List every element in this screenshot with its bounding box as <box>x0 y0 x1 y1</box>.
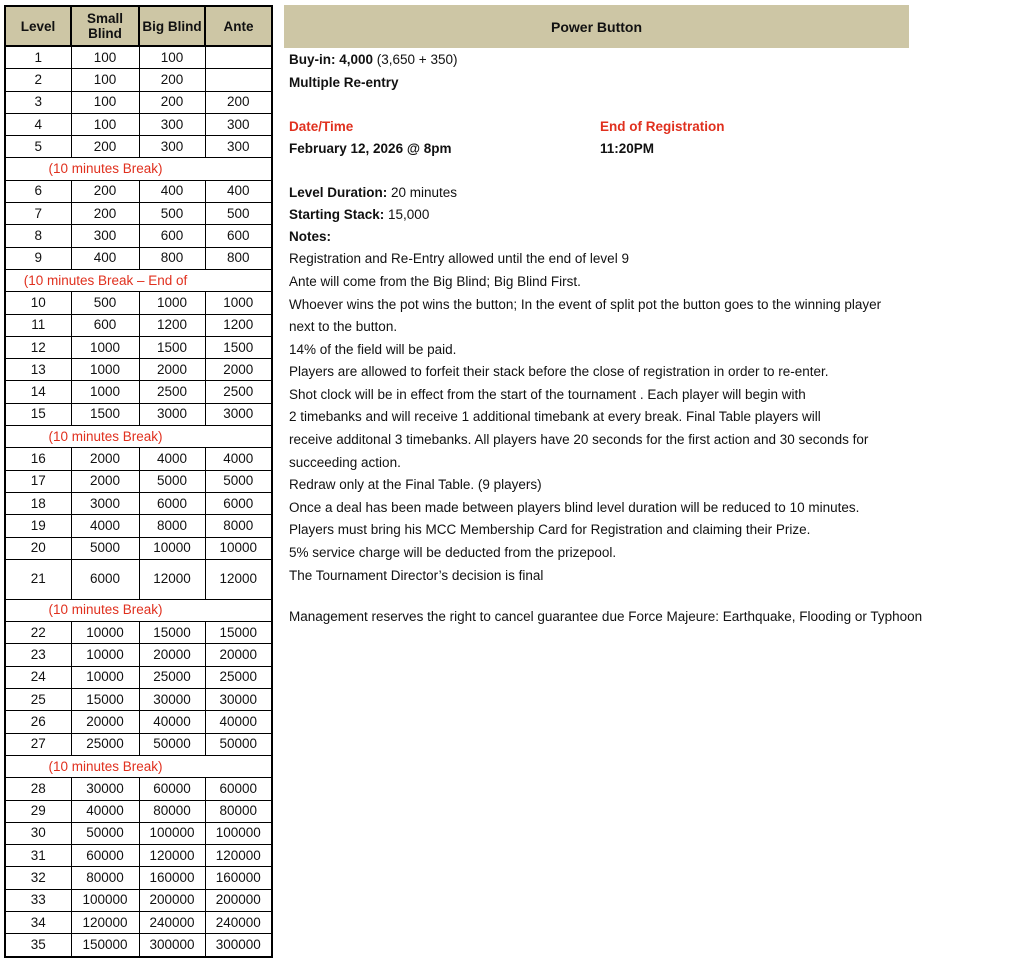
cell-small-blind: 150000 <box>71 934 139 957</box>
level-row <box>5 711 272 733</box>
cell-big-blind: 6000 <box>139 492 205 514</box>
level-row <box>5 203 272 225</box>
cell-ante <box>205 69 272 91</box>
cell-ante: 80000 <box>205 800 272 822</box>
cell-level: 18 <box>5 492 71 514</box>
table-header-row <box>5 6 272 46</box>
level-row <box>5 180 272 202</box>
level-row <box>5 292 272 314</box>
cell-small-blind: 100 <box>71 91 139 113</box>
cell-big-blind: 20000 <box>139 644 205 666</box>
header-big-blind: Big Blind <box>139 6 205 46</box>
break-row <box>5 426 272 448</box>
cell-big-blind: 3000 <box>139 403 205 425</box>
cell-ante: 20000 <box>205 644 272 666</box>
cell-small-blind: 15000 <box>71 689 139 711</box>
cell-big-blind: 300000 <box>139 934 205 957</box>
cell-big-blind: 100000 <box>139 822 205 844</box>
cell-level: 27 <box>5 733 71 755</box>
cell-small-blind: 1500 <box>71 403 139 425</box>
buyin-line <box>289 52 457 67</box>
level-row <box>5 666 272 688</box>
cell-small-blind: 20000 <box>71 711 139 733</box>
datetime-value <box>289 141 452 156</box>
tournament-info-panel <box>284 5 1020 624</box>
level-row <box>5 644 272 666</box>
cell-ante: 1500 <box>205 336 272 358</box>
note-line: Ante will come from the Big Blind; Big Blind First. <box>289 274 581 289</box>
cell-big-blind: 1000 <box>139 292 205 314</box>
note-line: Players are allowed to forfeit their stack before the close of registration in order to re-enter. <box>289 364 829 379</box>
cell-small-blind: 10000 <box>71 666 139 688</box>
cell-small-blind: 4000 <box>71 515 139 537</box>
level-row <box>5 800 272 822</box>
break-row <box>5 755 272 777</box>
note-line: 5% service charge will be deducted from the prizepool. <box>289 545 617 560</box>
cell-big-blind: 2000 <box>139 359 205 381</box>
cell-small-blind: 200 <box>71 203 139 225</box>
datetime-value-text: February 12, 2026 @ 8pm <box>289 141 452 156</box>
cell-level: 3 <box>5 91 71 113</box>
registration-value-text: 11:20PM <box>600 141 655 156</box>
cell-small-blind: 10000 <box>71 644 139 666</box>
cell-big-blind: 40000 <box>139 711 205 733</box>
cell-ante: 15000 <box>205 622 272 644</box>
cell-small-blind: 60000 <box>71 845 139 867</box>
level-row <box>5 889 272 911</box>
cell-big-blind: 5000 <box>139 470 205 492</box>
cell-ante: 3000 <box>205 403 272 425</box>
cell-big-blind: 160000 <box>139 867 205 889</box>
cell-ante: 200 <box>205 91 272 113</box>
break-row <box>5 269 272 291</box>
level-row <box>5 46 272 69</box>
registration-label: End of Registration <box>600 119 725 134</box>
cell-small-blind: 500 <box>71 292 139 314</box>
cell-level: 2 <box>5 69 71 91</box>
level-row <box>5 359 272 381</box>
cell-level: 29 <box>5 800 71 822</box>
cell-ante: 12000 <box>205 559 272 599</box>
cell-small-blind: 5000 <box>71 537 139 559</box>
cell-big-blind: 800 <box>139 247 205 269</box>
cell-small-blind: 50000 <box>71 822 139 844</box>
header-small-blind-line1: Small <box>86 11 124 26</box>
break-spacer <box>205 599 272 621</box>
cell-level: 11 <box>5 314 71 336</box>
cell-small-blind: 2000 <box>71 470 139 492</box>
cell-big-blind: 15000 <box>139 622 205 644</box>
cell-big-blind: 8000 <box>139 515 205 537</box>
level-row <box>5 911 272 933</box>
cell-big-blind: 10000 <box>139 537 205 559</box>
cell-level: 14 <box>5 381 71 403</box>
cell-level: 28 <box>5 778 71 800</box>
cell-level: 12 <box>5 336 71 358</box>
break-row <box>5 158 272 180</box>
break-spacer <box>205 755 272 777</box>
cell-level: 33 <box>5 889 71 911</box>
cell-big-blind: 120000 <box>139 845 205 867</box>
level-row <box>5 622 272 644</box>
break-spacer <box>205 426 272 448</box>
starting-stack-label: Starting Stack: <box>289 207 385 222</box>
cell-big-blind: 80000 <box>139 800 205 822</box>
level-duration-label: Level Duration: <box>289 185 388 200</box>
cell-level: 25 <box>5 689 71 711</box>
cell-big-blind: 200 <box>139 91 205 113</box>
cell-level: 30 <box>5 822 71 844</box>
level-row <box>5 822 272 844</box>
cell-ante: 200000 <box>205 889 272 911</box>
level-row <box>5 867 272 889</box>
level-row <box>5 448 272 470</box>
cell-small-blind: 100000 <box>71 889 139 911</box>
cell-level: 31 <box>5 845 71 867</box>
level-row <box>5 403 272 425</box>
cell-ante: 50000 <box>205 733 272 755</box>
reentry-line <box>289 75 399 90</box>
blind-table-body <box>5 46 272 957</box>
level-row <box>5 247 272 269</box>
cell-small-blind: 25000 <box>71 733 139 755</box>
cell-level: 20 <box>5 537 71 559</box>
cell-level: 9 <box>5 247 71 269</box>
cell-big-blind: 25000 <box>139 666 205 688</box>
starting-stack-value: 15,000 <box>384 207 430 222</box>
cell-small-blind: 30000 <box>71 778 139 800</box>
level-row <box>5 733 272 755</box>
cell-big-blind: 2500 <box>139 381 205 403</box>
cell-small-blind: 300 <box>71 225 139 247</box>
level-row <box>5 91 272 113</box>
cell-ante: 600 <box>205 225 272 247</box>
level-row <box>5 689 272 711</box>
level-row <box>5 559 272 599</box>
cell-level: 32 <box>5 867 71 889</box>
cell-ante: 240000 <box>205 911 272 933</box>
cell-level: 7 <box>5 203 71 225</box>
cell-level: 8 <box>5 225 71 247</box>
notes-label: Notes: <box>289 229 332 244</box>
level-row <box>5 113 272 135</box>
event-title: Power Button <box>284 5 909 48</box>
cell-small-blind: 200 <box>71 180 139 202</box>
reentry-text: Multiple Re-entry <box>289 75 399 90</box>
cell-ante: 10000 <box>205 537 272 559</box>
cell-ante: 4000 <box>205 448 272 470</box>
cell-big-blind: 100 <box>139 46 205 69</box>
note-line: 14% of the field will be paid. <box>289 342 457 357</box>
cell-level: 23 <box>5 644 71 666</box>
cell-ante: 120000 <box>205 845 272 867</box>
cell-small-blind: 200 <box>71 136 139 158</box>
cell-level: 4 <box>5 113 71 135</box>
note-line: Registration and Re-Entry allowed until the end of level 9 <box>289 251 629 266</box>
level-row <box>5 136 272 158</box>
cell-big-blind: 400 <box>139 180 205 202</box>
header-small-blind-line2: Blind <box>88 26 122 41</box>
cell-small-blind: 6000 <box>71 559 139 599</box>
note-line: Whoever wins the pot wins the button; In the event of split pot the button goes to the winning player <box>289 297 882 312</box>
level-row <box>5 492 272 514</box>
cell-small-blind: 120000 <box>71 911 139 933</box>
level-duration-value: 20 minutes <box>387 185 458 200</box>
cell-ante: 100000 <box>205 822 272 844</box>
level-row <box>5 69 272 91</box>
break-spacer <box>205 158 272 180</box>
cell-small-blind: 40000 <box>71 800 139 822</box>
cell-big-blind: 500 <box>139 203 205 225</box>
cell-big-blind: 12000 <box>139 559 205 599</box>
cell-big-blind: 1500 <box>139 336 205 358</box>
cell-big-blind: 600 <box>139 225 205 247</box>
management-note: Management reserves the right to cancel guarantee due Force Majeure: Earthquake, Flooding or Typhoon <box>289 609 923 624</box>
cell-ante: 400 <box>205 180 272 202</box>
cell-big-blind: 60000 <box>139 778 205 800</box>
level-row <box>5 778 272 800</box>
cell-big-blind: 200 <box>139 69 205 91</box>
level-row <box>5 515 272 537</box>
cell-ante: 1200 <box>205 314 272 336</box>
cell-level: 5 <box>5 136 71 158</box>
cell-small-blind: 1000 <box>71 336 139 358</box>
break-row <box>5 599 272 621</box>
cell-ante: 160000 <box>205 867 272 889</box>
cell-ante: 30000 <box>205 689 272 711</box>
cell-level: 21 <box>5 559 71 599</box>
header-small-blind <box>71 6 139 46</box>
cell-ante: 800 <box>205 247 272 269</box>
cell-big-blind: 4000 <box>139 448 205 470</box>
cell-ante: 60000 <box>205 778 272 800</box>
level-row <box>5 336 272 358</box>
cell-ante: 6000 <box>205 492 272 514</box>
cell-big-blind: 240000 <box>139 911 205 933</box>
registration-value <box>600 141 654 156</box>
cell-ante: 300000 <box>205 934 272 957</box>
cell-big-blind: 30000 <box>139 689 205 711</box>
level-row <box>5 314 272 336</box>
cell-small-blind: 80000 <box>71 867 139 889</box>
cell-level: 26 <box>5 711 71 733</box>
cell-level: 10 <box>5 292 71 314</box>
cell-small-blind: 1000 <box>71 359 139 381</box>
level-duration-line <box>289 185 457 200</box>
cell-small-blind: 100 <box>71 69 139 91</box>
cell-small-blind: 2000 <box>71 448 139 470</box>
cell-ante: 500 <box>205 203 272 225</box>
cell-small-blind: 10000 <box>71 622 139 644</box>
note-line: Once a deal has been made between players blind level duration will be reduced to 10 minutes. <box>289 500 860 515</box>
cell-big-blind: 300 <box>139 113 205 135</box>
header-level: Level <box>5 6 71 46</box>
cell-level: 35 <box>5 934 71 957</box>
cell-level: 6 <box>5 180 71 202</box>
blind-structure-table <box>4 5 273 958</box>
cell-level: 17 <box>5 470 71 492</box>
cell-ante: 2000 <box>205 359 272 381</box>
break-label: (10 minutes Break) <box>5 158 205 180</box>
level-row <box>5 470 272 492</box>
cell-small-blind: 400 <box>71 247 139 269</box>
break-label: (10 minutes Break) <box>5 599 205 621</box>
level-row <box>5 537 272 559</box>
break-label: (10 minutes Break – End of <box>5 269 205 291</box>
cell-ante: 8000 <box>205 515 272 537</box>
header-ante: Ante <box>205 6 272 46</box>
note-line: Shot clock will be in effect from the start of the tournament . Each player will begin with <box>289 387 806 402</box>
buyin-label: Buy-in: 4,000 <box>289 52 374 67</box>
cell-ante: 5000 <box>205 470 272 492</box>
cell-ante: 300 <box>205 136 272 158</box>
break-label: (10 minutes Break) <box>5 755 205 777</box>
cell-ante: 1000 <box>205 292 272 314</box>
cell-ante: 40000 <box>205 711 272 733</box>
buyin-detail: (3,650 + 350) <box>373 52 458 67</box>
datetime-label: Date/Time <box>289 119 354 134</box>
cell-ante <box>205 46 272 69</box>
note-line: 2 timebanks and will receive 1 additional timebank at every break. Final Table players will <box>289 409 821 424</box>
cell-level: 13 <box>5 359 71 381</box>
cell-level: 22 <box>5 622 71 644</box>
cell-small-blind: 100 <box>71 46 139 69</box>
notes-heading <box>289 229 331 244</box>
cell-ante: 25000 <box>205 666 272 688</box>
level-row <box>5 381 272 403</box>
cell-small-blind: 1000 <box>71 381 139 403</box>
note-line: The Tournament Director’s decision is final <box>289 568 544 583</box>
cell-level: 15 <box>5 403 71 425</box>
break-label: (10 minutes Break) <box>5 426 205 448</box>
cell-small-blind: 3000 <box>71 492 139 514</box>
cell-big-blind: 300 <box>139 136 205 158</box>
break-spacer <box>205 269 272 291</box>
cell-level: 19 <box>5 515 71 537</box>
cell-ante: 2500 <box>205 381 272 403</box>
cell-ante: 300 <box>205 113 272 135</box>
level-row <box>5 225 272 247</box>
cell-level: 24 <box>5 666 71 688</box>
note-line: next to the button. <box>289 319 398 334</box>
cell-level: 1 <box>5 46 71 69</box>
cell-level: 34 <box>5 911 71 933</box>
note-line: receive additonal 3 timebanks. All players have 20 seconds for the first action and 30 seconds for <box>289 432 869 447</box>
cell-big-blind: 50000 <box>139 733 205 755</box>
cell-level: 16 <box>5 448 71 470</box>
cell-big-blind: 1200 <box>139 314 205 336</box>
note-line: Players must bring his MCC Membership Card for Registration and claiming their Prize. <box>289 522 811 537</box>
cell-big-blind: 200000 <box>139 889 205 911</box>
note-line: Redraw only at the Final Table. (9 players) <box>289 477 542 492</box>
starting-stack-line <box>289 207 429 222</box>
level-row <box>5 845 272 867</box>
level-row <box>5 934 272 957</box>
note-line: succeeding action. <box>289 455 401 470</box>
cell-small-blind: 600 <box>71 314 139 336</box>
cell-small-blind: 100 <box>71 113 139 135</box>
